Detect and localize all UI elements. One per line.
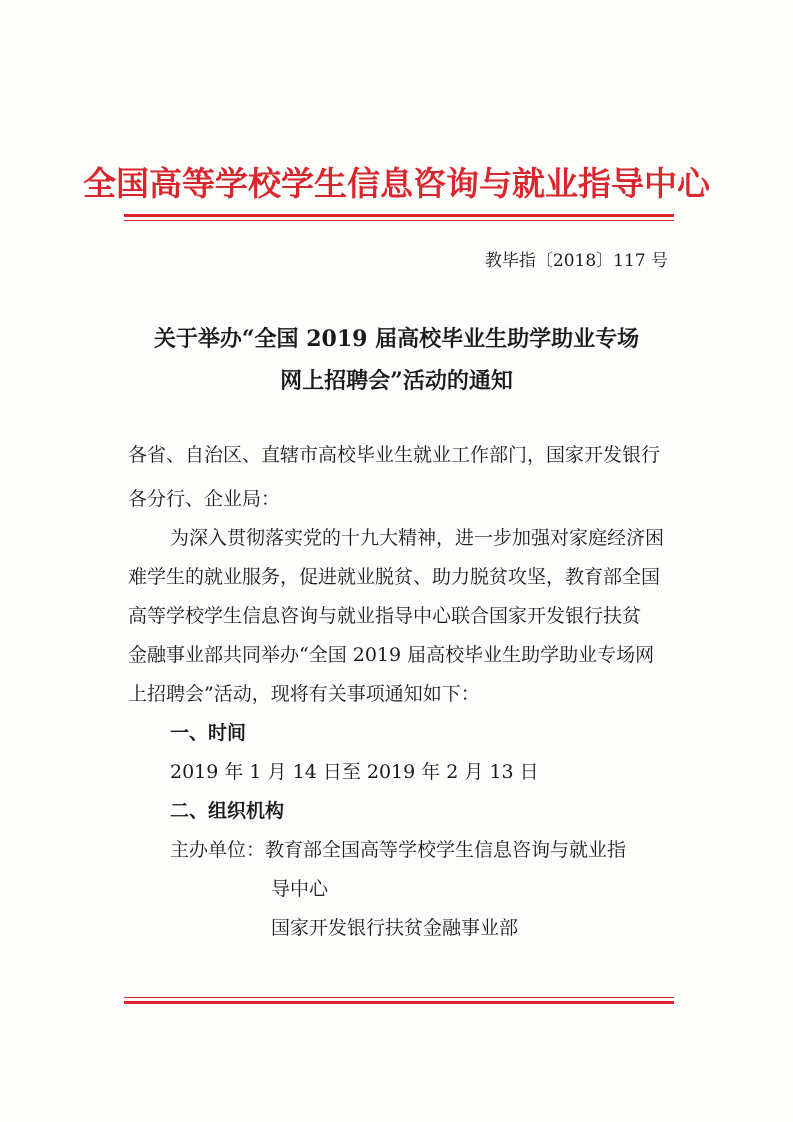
section-heading-organization: 二、组织机构 <box>170 800 285 822</box>
header-divider-thick <box>124 214 674 217</box>
footer-divider-thick <box>124 1001 674 1004</box>
issuer-header-title: 全国高等学校学生信息咨询与就业指导中心 <box>83 164 710 203</box>
body-paragraph-line: 上招聘会”活动，现将有关事项通知如下： <box>128 683 480 705</box>
organizer-line-2: 导中心 <box>271 878 329 900</box>
addressee-line-2: 各分行、企业局： <box>128 488 281 510</box>
document-title-line-1: 关于举办“全国 2019 届高校毕业生助学助业专场 <box>153 326 640 352</box>
document-title-line-2: 网上招聘会”活动的通知 <box>280 368 513 394</box>
footer-divider-thin <box>124 997 674 998</box>
body-paragraph-line: 高等学校学生信息咨询与就业指导中心联合国家开发银行扶贫 <box>128 605 642 627</box>
section-time-content: 2019 年 1 月 14 日至 2019 年 2 月 13 日 <box>170 761 539 783</box>
body-paragraph-line: 为深入贯彻落实党的十九大精神，进一步加强对家庭经济困 <box>170 527 665 549</box>
header-divider-thin <box>124 220 674 221</box>
organizer-line-1: 主办单位：教育部全国高等学校学生信息咨询与就业指 <box>170 839 627 861</box>
addressee-line-1: 各省、自治区、直辖市高校毕业生就业工作部门，国家开发银行 <box>128 444 661 466</box>
document-number: 教毕指〔2018〕117 号 <box>484 251 668 271</box>
organizer-line-3: 国家开发银行扶贫金融事业部 <box>271 917 519 939</box>
section-heading-time: 一、时间 <box>170 722 247 744</box>
body-paragraph-line: 难学生的就业服务，促进就业脱贫、助力脱贫攻坚，教育部全国 <box>128 566 661 588</box>
body-paragraph-line: 金融事业部共同举办“全国 2019 届高校毕业生助学助业专场网 <box>128 644 655 666</box>
